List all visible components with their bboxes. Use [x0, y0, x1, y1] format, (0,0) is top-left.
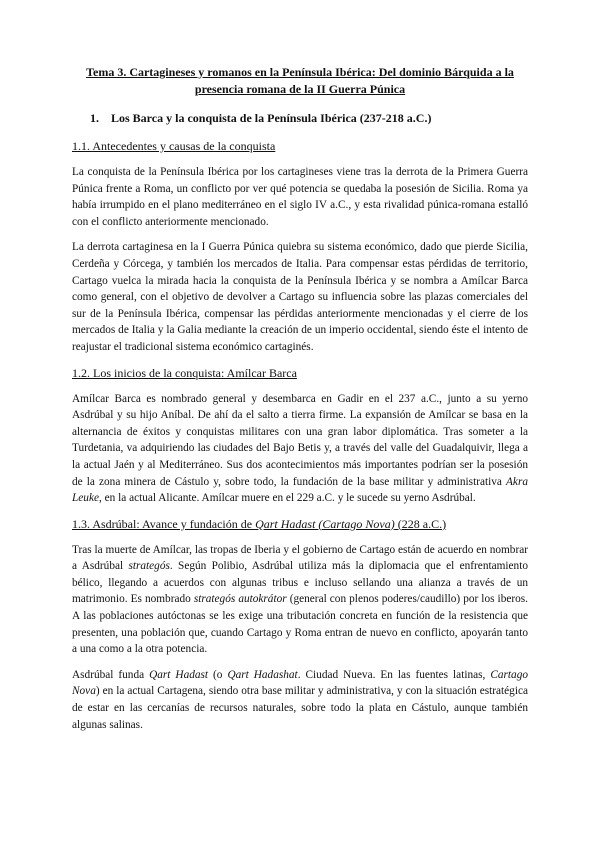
subsection-heading: 1.2. Los inicios de la conquista: Amílcar Barca — [72, 365, 297, 380]
subsection-heading: 1.1. Antecedentes y causas de la conquista — [72, 139, 276, 153]
subsection-1-2 — [72, 365, 528, 507]
italic-term: Qart Hadast (Cartago Nova) — [255, 516, 395, 531]
section-title: Los Barca y la conquista de la Península Ibérica (237-218 a.C.) — [111, 111, 432, 125]
paragraph — [72, 239, 528, 355]
section-number: 1. — [90, 111, 99, 125]
text-run: Amílcar Barca es nombrado general y desembarca en Gadir en el 237 a.C., junto a su yerno Asdrúbal y su hijo Aníbal. De ahí da el salto a tierra firme. La expansión de Amílcar se basa en la alternancia de éxitos y conquistas militares con una gran labor diplomática. Tras someter a la Turdetania, va adquiriendo las ciudades del Bajo Betis y, a través del valle del Guadalquivir, llega a la actual Jaén y al Mediterráneo. Sus dos acontecimientos más importantes podrían ser la posesión de la zona minera de Cástulo y, sobre todo, la fundación de la base militar y administrativa — [72, 392, 528, 488]
text-run: (general con plenos poderes/caudillo) por los iberos. A las poblaciones autóctonas se les exige una tributación concreta en función de la resistencia que presenten, una población que, cuando Cartago y Roma entran de nuevo en conflicto, apoyarán tanto a una como a la otra potencia. — [72, 593, 528, 656]
subsection-1-3 — [72, 516, 528, 734]
text-run: (o — [208, 668, 228, 681]
paragraph — [72, 542, 528, 658]
paragraph — [72, 164, 528, 230]
text-run: . Según Polibio, Asdrúbal utiliza más la diplomacia que el enfrentamiento bélico, llegando a acuerdos con algunas tribus e incluso sellando una alianza a través de un matrimonio. Es nombrado — [72, 560, 528, 606]
italic-term: Cartago Nova — [72, 668, 529, 698]
paragraph — [72, 391, 528, 507]
text-run: , en la actual Alicante. Amílcar muere en el 229 a.C. y le sucede su yerno Asdrúbal. — [98, 492, 476, 505]
italic-term: strategós autokrátor — [193, 593, 287, 606]
text-run: ) en la actual Cartagena, siendo otra base militar y administrativa, y con la situación estratégica de estar en las cercanías de recursos naturales, sobre todo la plata en Cástulo, aunque también algunas salinas. — [72, 685, 528, 731]
document-title: Tema 3. Cartagineses y romanos en la Península Ibérica: Del dominio Bárquida a la presencia romana de la II Guerra Púnica — [86, 65, 514, 96]
italic-term: strategós — [128, 560, 170, 573]
text-run: (228 a.C.) — [394, 516, 447, 531]
subsection-heading — [72, 516, 528, 532]
paragraph — [72, 667, 528, 733]
subsection-1-1 — [72, 138, 528, 356]
text-run: La conquista de la Península Ibérica por los cartagineses viene tras la derrota de la Primera Guerra Púnica frente a Roma, un conflicto por ver qué potencia se quedaba la posesión de Sicilia. Roma ya había irrumpido en el plano mediterráneo en el siglo IV a.C., y esta rivalidad púnica-romana estalló con el conflicto anteriormente mencionado. — [72, 166, 528, 228]
section-heading — [90, 110, 528, 126]
italic-term: Qart Hadashat — [227, 668, 298, 681]
text-run: Tras la muerte de Amílcar, las tropas de Iberia y el gobierno de Cartago están de acuerdo en nombrar a Asdrúbal — [72, 543, 528, 573]
italic-term: Qart Hadast — [149, 668, 209, 681]
text-run: . Ciudad Nueva. En las fuentes latinas, — [297, 668, 491, 681]
italic-term: Akra Leuke — [72, 475, 528, 505]
text-run: La derrota cartaginesa en la I Guerra Púnica quiebra su sistema económico, dado que pierde Sicilia, Cerdeña y Córcega, y también los mercados de Italia. Para compensar estas pérdidas de territorio, Cartago vuelca la mirada hacia la conquista de la Península Ibérica y se nombra a Amílcar Barca como general, con el objetivo de devolver a Cartago su influencia sobre las plazas comerciales del sur de la Península Ibérica, compensar las pérdidas anteriormente mencionadas y el cierre de los mercados de Italia y la Galia mediante la creación de un imperio occidental, siendo éste el intento de reajustar el tradicional sistema económico cartaginés. — [72, 241, 528, 353]
text-run: Asdrúbal funda — [72, 668, 150, 681]
text-run: 1.3. Asdrúbal: Avance y fundación de — [72, 516, 256, 531]
